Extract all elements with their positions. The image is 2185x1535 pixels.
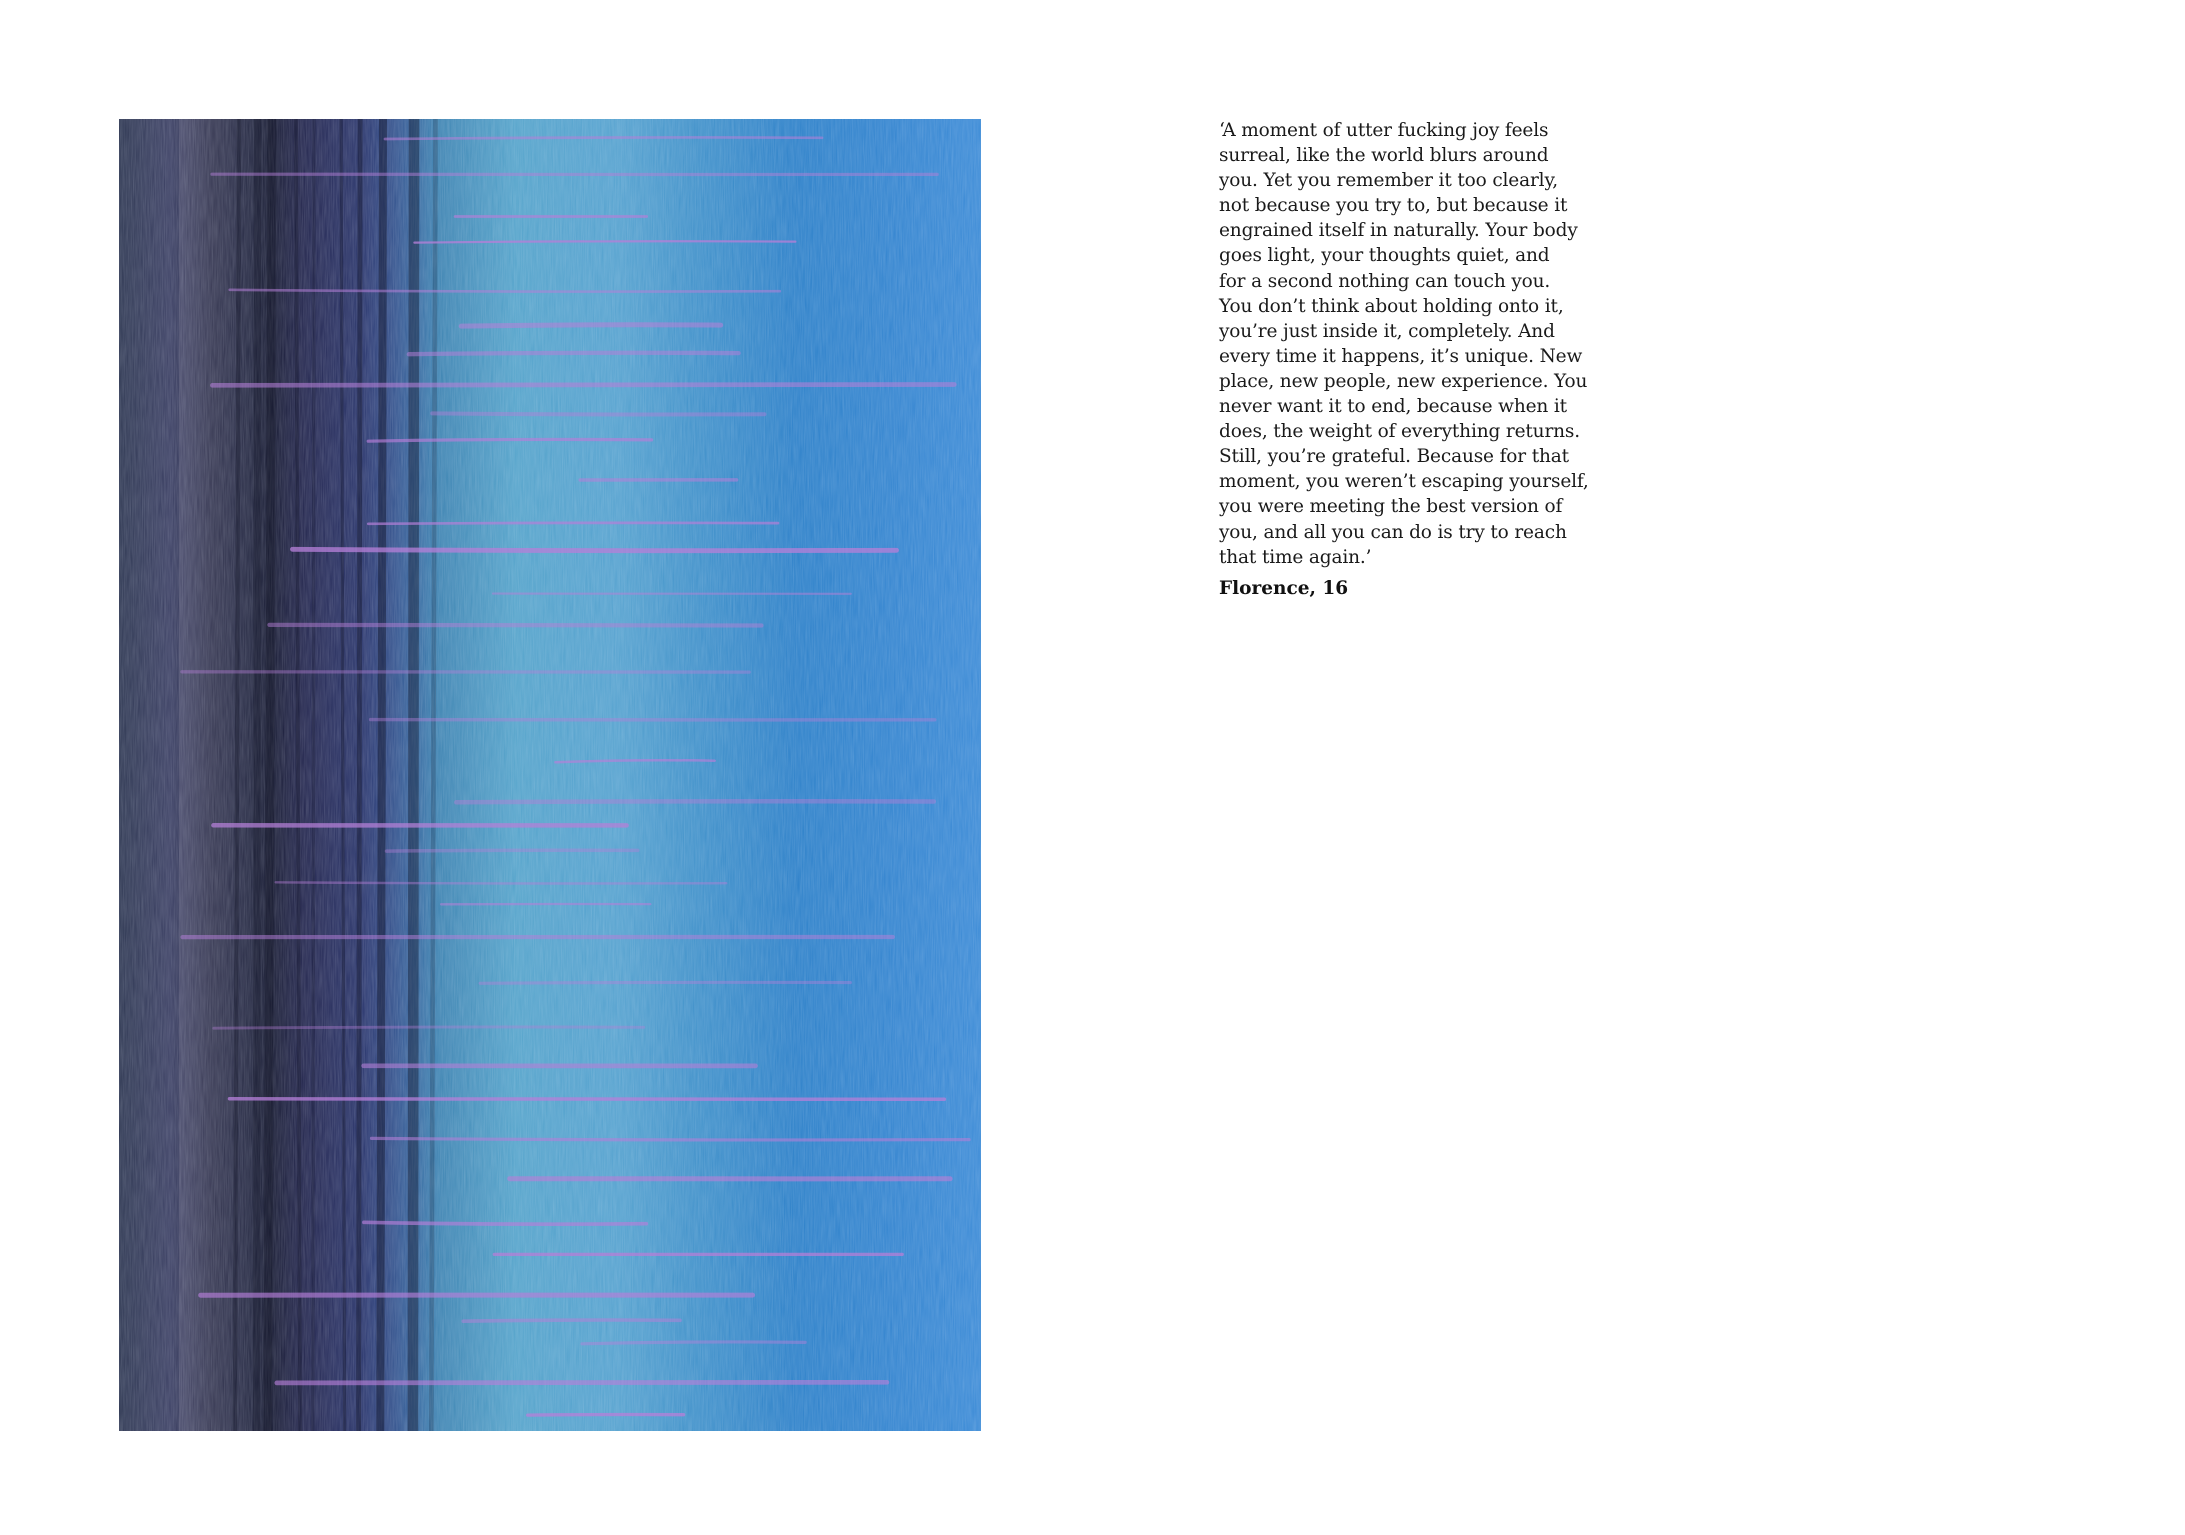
quote-attribution: Florence, 16 [1219,577,1349,599]
paint-drip [461,325,721,326]
paint-drip [364,1222,646,1224]
quote-block [1219,118,1639,599]
paint-drip [414,241,795,242]
paint-drip [269,625,761,626]
paint-drip [372,1138,970,1140]
paint-drip [432,413,764,414]
brush-stroke [313,119,314,1431]
paint-drip [276,882,727,883]
paint-drip [368,439,651,441]
paint-drip [456,801,934,802]
abstract-painting [119,119,981,1431]
paint-drip [528,1415,684,1416]
quote-text: ‘A moment of utter fucking joy feels surreal, like the world blurs around you. Yet you remember it too clearly, not because you try to, but because it engrained itself in naturally. Your body goes light, your thoughts quiet, and for a second nothing can touch you. You don’t think about holding onto it, you’re just inside it, completely. And every time it happens, it’s unique. New place, new people, new experience. You never want it to end, because when it does, the weight of everything returns. Still, you’re grateful. Because for that moment, you weren’t escaping yourself, you were meeting the best version of you, and all you can do is try to reach that time again.’ [1219,120,1589,568]
painting-drips [119,119,981,1431]
brush-stroke [380,119,383,1431]
paint-drip [214,1027,644,1028]
brush-stroke [257,119,258,1431]
paint-drip [293,549,897,550]
paint-drip [582,1342,805,1344]
paint-drip [409,353,739,354]
paint-drip [387,850,638,851]
paint-drip [277,1382,887,1383]
paint-drip [480,982,850,983]
paint-drip [368,523,778,524]
brush-stroke [268,119,272,1431]
paint-drip [230,1099,945,1100]
brush-stroke [413,119,414,1431]
paint-drip [385,137,822,139]
paint-drip [212,384,954,385]
brush-stroke [359,119,361,1431]
paint-drip [463,1320,680,1321]
